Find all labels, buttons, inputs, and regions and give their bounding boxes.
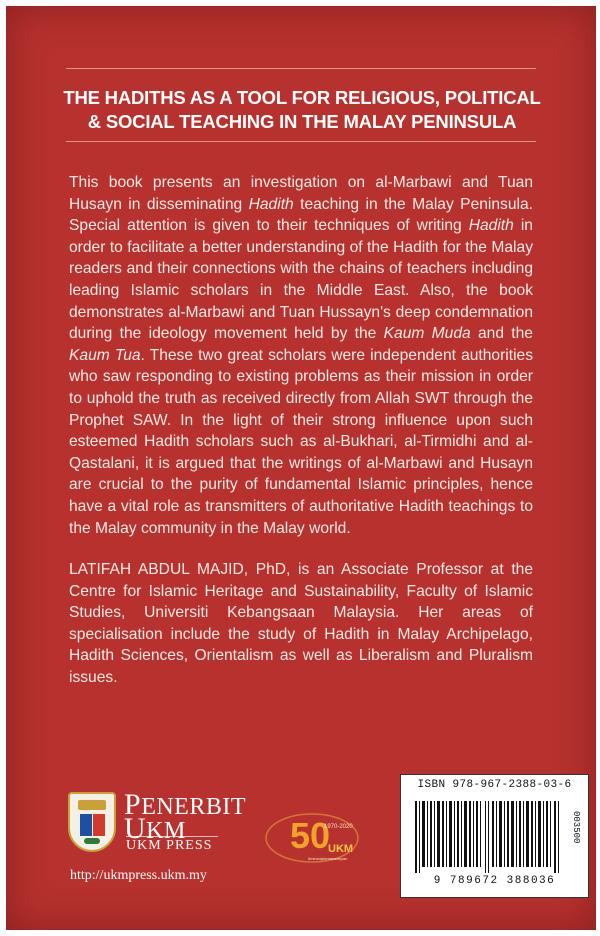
anniversary-tagline: #menciptamasadepan	[308, 856, 348, 861]
book-title-line-1: THE HADITHS AS A TOOL FOR RELIGIOUS, POLITICAL	[63, 87, 541, 108]
synopsis-italic: Kaum Muda	[383, 325, 471, 343]
publisher-url[interactable]: http://ukmpress.ukm.my	[70, 868, 207, 883]
anniversary-50-logo	[262, 806, 362, 866]
anniversary-years: 1970-2020	[324, 824, 353, 830]
synopsis-italic: Hadith	[248, 195, 294, 213]
synopsis-text: teaching in the Malay Peninsula. Special attention is given to their techniques of writing	[69, 195, 533, 235]
synopsis-paragraph	[69, 172, 533, 539]
synopsis-text: in order to facilitate a better understanding of the Hadith for the Malay readers and their connections with the chains of teachers including leading Islamic scholars in the Middle East. Also, the book demonstrates al-Marbawi and Tuan Hussayn's deep condemnation during the ideology movement held by the	[69, 217, 533, 343]
publisher-name-line2-rest: KM	[146, 818, 186, 844]
title-top-rule	[66, 68, 536, 69]
price-code: 003500	[571, 811, 581, 844]
barcode-icon	[413, 801, 563, 873]
cover-text	[69, 172, 533, 709]
title-bottom-rule	[66, 141, 536, 142]
synopsis-italic: Kaum Tua	[69, 346, 141, 364]
ukm-crest-icon	[68, 792, 116, 852]
publisher-press: UKM PRESS	[126, 836, 218, 854]
anniversary-brand: UKM	[328, 843, 354, 855]
synopsis-italic: Hadith	[468, 217, 514, 235]
publisher-name-rest: ENERBIT	[141, 794, 247, 820]
publisher-name-line2-initial: U	[124, 812, 147, 845]
publisher-name-initial: P	[124, 788, 142, 821]
author-bio-paragraph: LATIFAH ABDUL MAJID, PhD, is an Associate Professor at the Centre for Islamic Heritage and Sustainability, Faculty of Islamic Studies, Universiti Kebangsaan Malaysia. Her areas of specialisation include the study of Hadith in Malay Archipelago, Hadith Sciences, Orientalism as well as Liberalism and Pluralism issues.	[69, 561, 533, 687]
isbn-barcode-box	[400, 774, 589, 898]
anniversary-number: 50	[290, 815, 331, 856]
isbn-label: ISBN 978-967-2388-03-6	[417, 779, 572, 791]
synopsis-text: This book presents an investigation on al-Marbawi and Tuan Husayn in disseminating	[69, 174, 533, 213]
publisher-name	[124, 788, 247, 845]
book-title	[62, 86, 542, 134]
synopsis-text: and the	[470, 325, 533, 343]
synopsis-text: . These two great scholars were independent authorities who saw responding to existing problems as their mission in order to uphold the truth as received directly from Allah SWT through the Prophet SAW. In the light of their strong influence upon such esteemed Hadith scholars such as al-Bukhari, al-Tirmidhi and al-Qastalani, it is argued that the writings of al-Marbawi and Husayn are crucial to the purity of fundamental Islamic principles, hence have a vital role as transmitters of authoritative Hadith teachings to the Malay community in the Malay world.	[69, 346, 534, 537]
ean-number: 9 789672 388036	[433, 875, 556, 887]
book-title-line-2: & SOCIAL TEACHING IN THE MALAY PENINSULA	[87, 111, 517, 132]
